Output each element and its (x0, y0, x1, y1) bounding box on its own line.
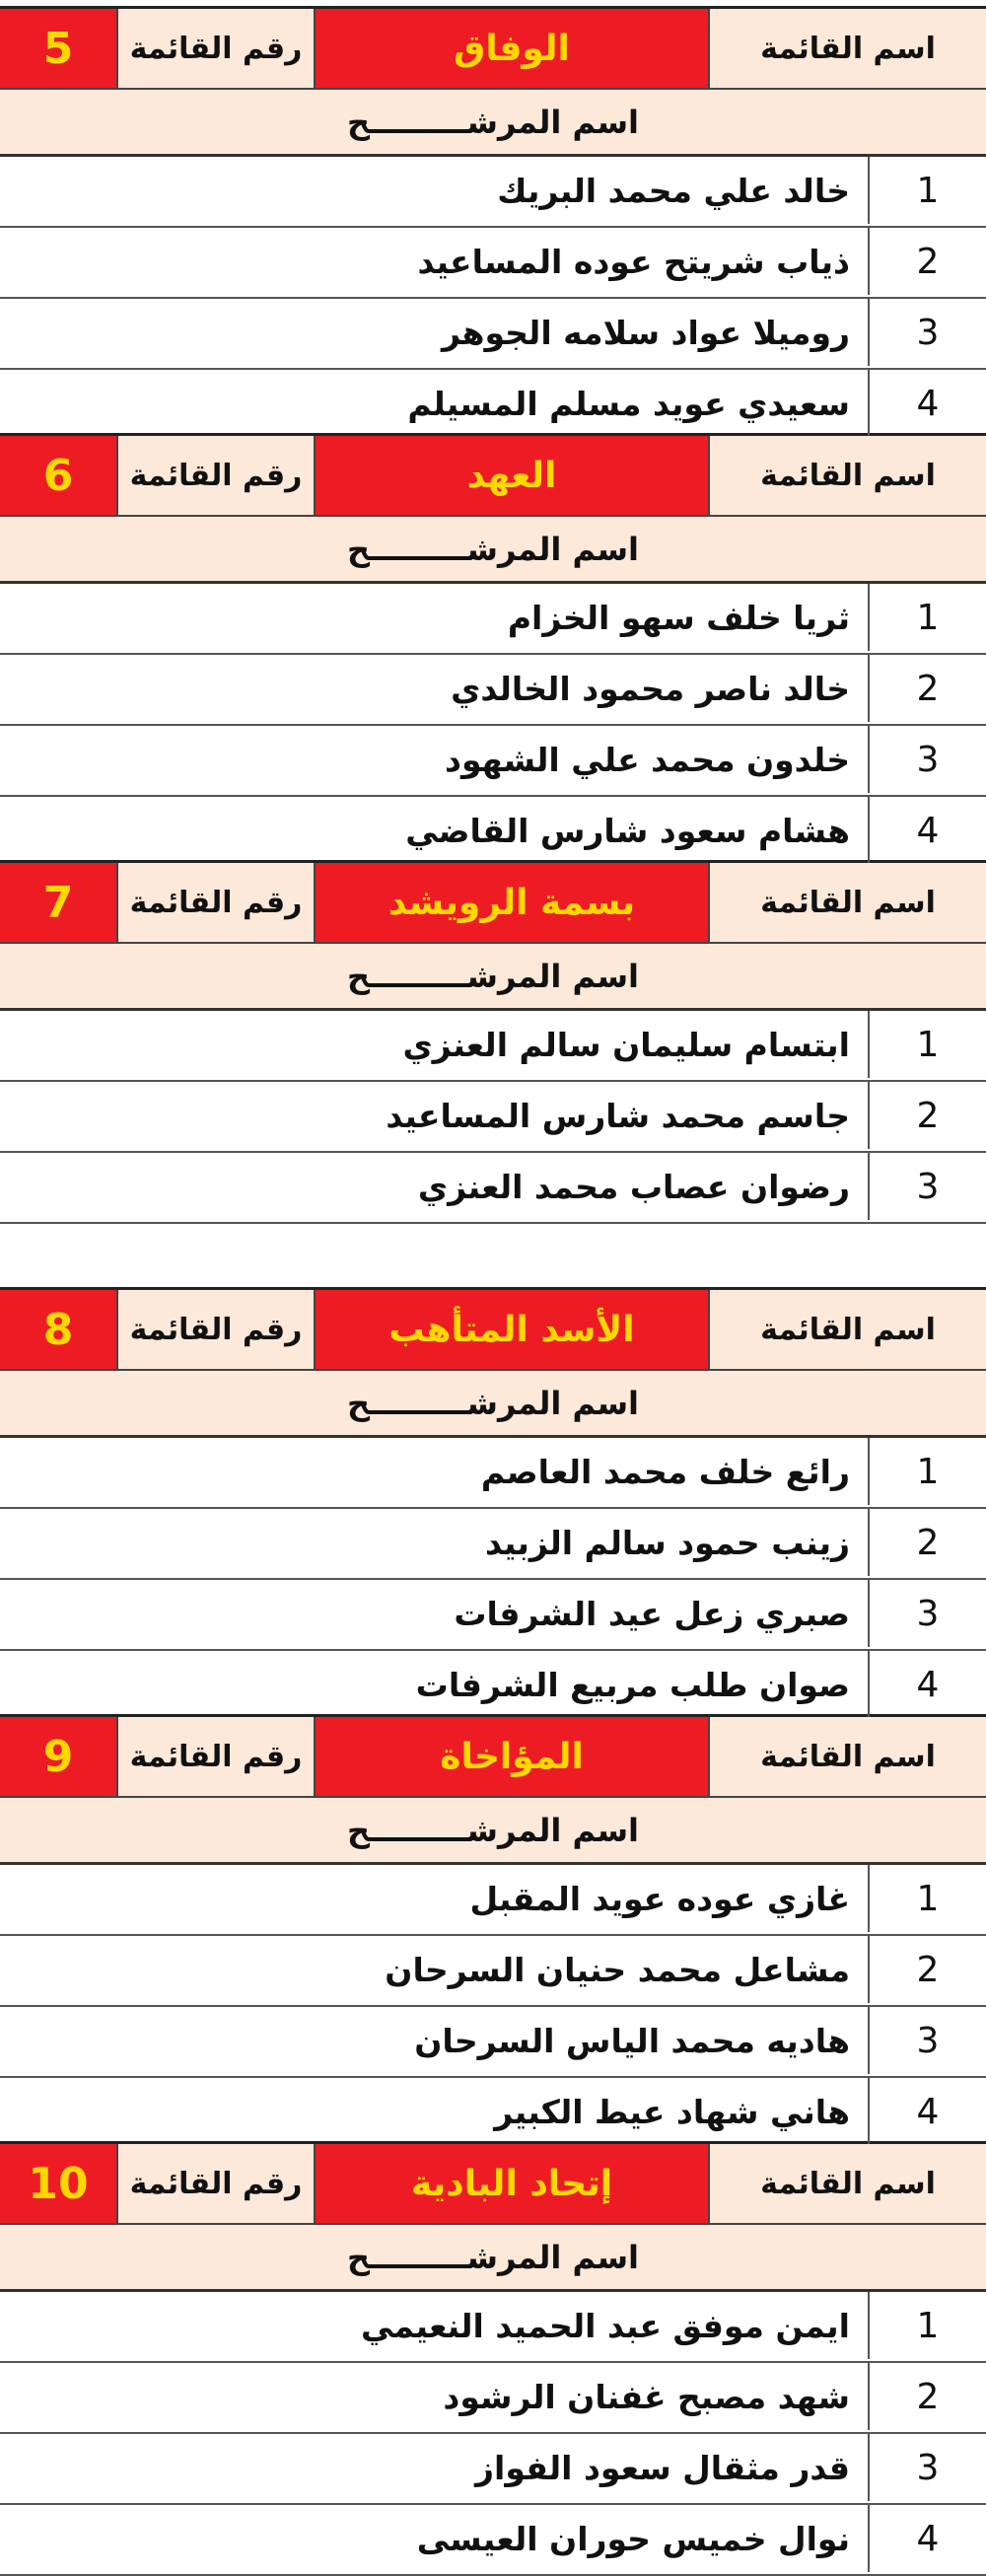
candidate-row (0, 299, 986, 370)
candidate-index: 1 (868, 1438, 986, 1505)
candidate-index: 1 (868, 1011, 986, 1078)
candidate-index: 2 (868, 2363, 986, 2430)
candidate-index: 3 (868, 299, 986, 366)
list-name-label: اسم القائمة (708, 863, 986, 942)
candidate-name: صبري زعل عيد الشرفات (454, 1594, 850, 1633)
candidate-name: ذياب شريتح عوده المساعيد (417, 242, 850, 281)
candidate-index: 4 (868, 1651, 986, 1718)
candidate-index: 4 (868, 370, 986, 437)
candidate-index: 3 (868, 1153, 986, 1220)
candidate-index: 2 (868, 228, 986, 295)
candidate-index: 2 (868, 655, 986, 722)
candidate-index: 3 (868, 2007, 986, 2074)
candidate-name: زينب حمود سالم الزبيد (484, 1523, 850, 1562)
candidate-index: 4 (868, 797, 986, 864)
candidate-row (0, 2363, 986, 2434)
candidate-index: 1 (868, 584, 986, 651)
list-name-label: اسم القائمة (708, 1290, 986, 1369)
candidate-row (0, 1936, 986, 2007)
candidate-row (0, 228, 986, 299)
candidate-row (0, 1651, 986, 1722)
list-name: العهد (314, 436, 708, 515)
candidate-row (0, 2007, 986, 2078)
list-name-label: اسم القائمة (708, 436, 986, 515)
candidate-row (0, 2078, 986, 2149)
list-number-label: رقم القائمة (116, 863, 314, 942)
candidate-row (0, 797, 986, 868)
candidate-name: ابتسام سليمان سالم العنزي (402, 1025, 850, 1064)
candidate-row (0, 370, 986, 441)
candidate-name-header: اسم المرشـــــــــح (0, 944, 986, 1011)
candidate-row (0, 1082, 986, 1153)
candidate-row (0, 157, 986, 228)
candidate-name: جاسم محمد شارس المساعيد (386, 1096, 850, 1135)
list-number-label: رقم القائمة (116, 1290, 314, 1369)
candidate-row (0, 655, 986, 726)
candidate-index: 1 (868, 2292, 986, 2359)
candidate-name: هاديه محمد الياس السرحان (414, 2021, 850, 2060)
candidate-index: 1 (868, 1865, 986, 1932)
list-number: 5 (0, 9, 116, 88)
candidate-name: خلدون محمد علي الشهود (445, 740, 850, 779)
list-name-label: اسم القائمة (708, 1717, 986, 1796)
list-number-label: رقم القائمة (116, 2144, 314, 2223)
candidate-name: غازي عوده عويد المقبل (469, 1879, 850, 1918)
list-name-label: اسم القائمة (708, 2144, 986, 2223)
list-header-row (0, 1290, 986, 1371)
candidate-row (0, 584, 986, 655)
list-header-row (0, 863, 986, 944)
candidate-name: قدر مثقال سعود الفواز (475, 2448, 850, 2487)
list-number: 10 (0, 2144, 116, 2223)
candidate-name: هاني شهاد عيط الكبير (494, 2092, 850, 2131)
candidate-row (0, 1153, 986, 1224)
candidate-row (0, 1865, 986, 1936)
list-number-label: رقم القائمة (116, 1717, 314, 1796)
candidate-index: 3 (868, 2434, 986, 2501)
candidate-name-header: اسم المرشـــــــــح (0, 517, 986, 584)
list-name: المؤاخاة (314, 1717, 708, 1796)
candidate-index: 3 (868, 726, 986, 793)
electoral-list-block (0, 860, 986, 1287)
candidate-index: 2 (868, 1936, 986, 2003)
electoral-list-block (0, 6, 986, 433)
candidate-row (0, 1580, 986, 1651)
candidate-row (0, 1011, 986, 1082)
list-number-label: رقم القائمة (116, 9, 314, 88)
candidate-row (0, 726, 986, 797)
candidate-index: 1 (868, 157, 986, 224)
list-name: الأسد المتأهب (314, 1290, 708, 1369)
candidate-index: 3 (868, 1580, 986, 1647)
candidate-name: رائع خلف محمد العاصم (480, 1452, 850, 1491)
list-name: إتحاد البادية (314, 2144, 708, 2223)
candidate-name-header: اسم المرشـــــــــح (0, 1798, 986, 1865)
candidate-name: خالد علي محمد البريك (497, 171, 850, 210)
electoral-list-block (0, 2141, 986, 2568)
candidate-index: 2 (868, 1509, 986, 1576)
list-number: 7 (0, 863, 116, 942)
list-number-label: رقم القائمة (116, 436, 314, 515)
list-number: 8 (0, 1290, 116, 1369)
candidate-name: روميلا عواد سلامه الجوهر (442, 313, 850, 352)
list-number: 6 (0, 436, 116, 515)
list-header-row (0, 2144, 986, 2225)
candidate-name-header: اسم المرشـــــــــح (0, 90, 986, 157)
candidate-index: 4 (868, 2078, 986, 2145)
candidate-name: رضوان عصاب محمد العنزي (417, 1167, 850, 1206)
list-name-label: اسم القائمة (708, 9, 986, 88)
list-header-row (0, 436, 986, 517)
candidate-name: خالد ناصر محمود الخالدي (451, 669, 850, 708)
candidate-name: مشاعل محمد حنيان السرحان (385, 1950, 850, 1989)
candidate-name: نوال خميس حوران العيسى (416, 2519, 850, 2558)
candidate-name: صوان طلب مربيع الشرفات (415, 1665, 850, 1704)
candidate-name-header: اسم المرشـــــــــح (0, 2225, 986, 2292)
list-header-row (0, 9, 986, 90)
candidate-row (0, 2505, 986, 2576)
candidate-row (0, 1509, 986, 1580)
candidate-row (0, 2292, 986, 2363)
candidate-name: ثريا خلف سهو الخزام (507, 598, 850, 637)
candidate-index: 2 (868, 1082, 986, 1149)
electoral-list-block (0, 1714, 986, 2141)
candidate-name: ايمن موفق عبد الحميد النعيمي (361, 2306, 850, 2345)
candidate-name: سعيدي عويد مسلم المسيلم (407, 384, 850, 423)
candidate-index: 4 (868, 2505, 986, 2572)
candidate-name: هشام سعود شارس القاضي (405, 811, 850, 850)
candidate-name-header: اسم المرشـــــــــح (0, 1371, 986, 1438)
list-number: 9 (0, 1717, 116, 1796)
electoral-list-block (0, 1287, 986, 1714)
list-header-row (0, 1717, 986, 1798)
electoral-list-block (0, 433, 986, 860)
list-name: بسمة الرويشد (314, 863, 708, 942)
candidate-name: شهد مصبح غفنان الرشود (443, 2377, 850, 2416)
list-name: الوفاق (314, 9, 708, 88)
candidate-row (0, 1438, 986, 1509)
candidate-row (0, 2434, 986, 2505)
